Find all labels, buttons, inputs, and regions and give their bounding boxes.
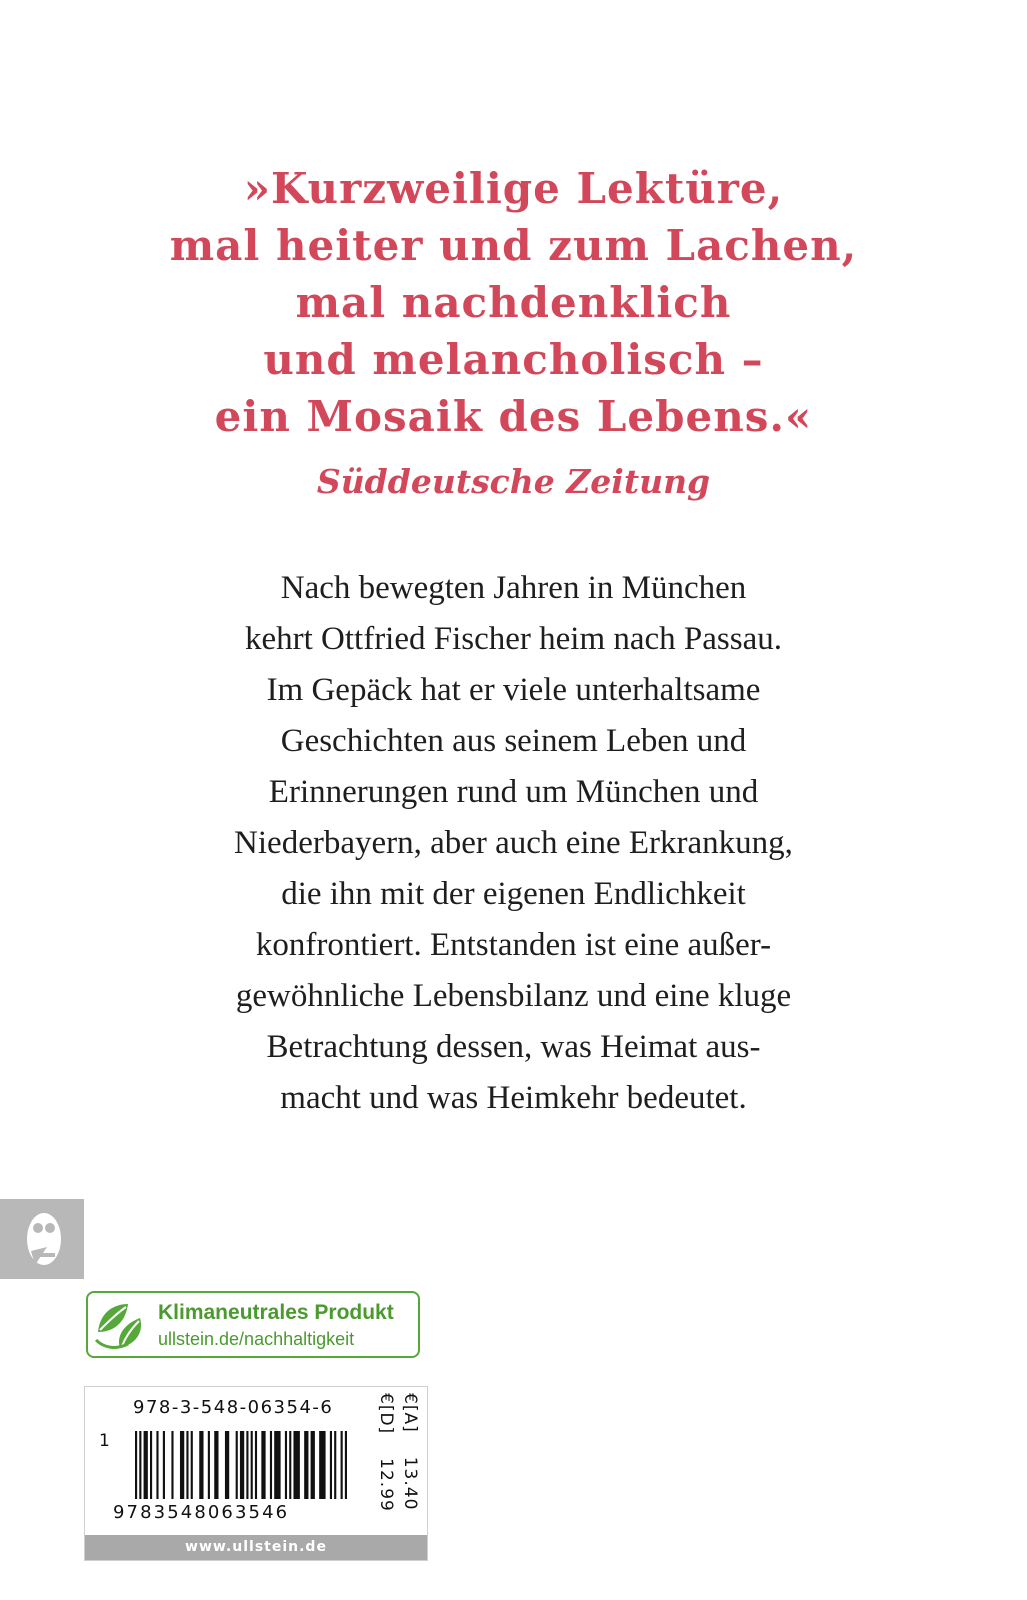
barcode-bar (186, 1431, 188, 1499)
barcode-bar (225, 1431, 229, 1499)
isbn-number: 978-3-548-06354-6 (133, 1397, 334, 1418)
price-austria-label: €[A] (400, 1393, 420, 1433)
barcode-bar (208, 1431, 210, 1499)
barcode-bar (199, 1431, 203, 1499)
barcode-bar (156, 1431, 158, 1499)
quote-line: »Kurzweilige Lektüre, (243, 164, 784, 213)
barcode-bar (270, 1431, 272, 1499)
quote-line: ein Mosaik des Lebens.« (214, 392, 813, 441)
barcode-prefix: 1 (99, 1431, 110, 1451)
eco-badge-url: ullstein.de/nachhaltigkeit (158, 1329, 355, 1349)
ean-number: 9783548063546 (113, 1502, 290, 1523)
barcode-bar (274, 1431, 280, 1499)
barcode-bar (345, 1431, 347, 1499)
blurb-line: Niederbayern, aber auch eine Erkrankung, (234, 825, 793, 861)
barcode-bar (236, 1431, 238, 1499)
ullstein-owl-icon (0, 1199, 84, 1279)
price-block (364, 1393, 424, 1535)
barcode-bar (330, 1431, 332, 1499)
barcode-bar (150, 1431, 152, 1499)
barcode-bar (144, 1431, 148, 1499)
blurb-line: Erinnerungen rund um München und (268, 774, 759, 810)
publisher-logo (0, 1199, 84, 1279)
review-quote (0, 160, 1027, 445)
price-germany-label: €[D] (376, 1393, 396, 1435)
price-austria (400, 1393, 420, 1510)
barcode-bar (255, 1431, 257, 1499)
price-germany (376, 1393, 396, 1512)
climate-neutral-badge (86, 1291, 420, 1358)
blurb-line: macht und was Heimkehr bedeutet. (280, 1080, 747, 1116)
barcode-bar (311, 1431, 315, 1499)
barcode-bar (304, 1431, 308, 1499)
barcode-bar (135, 1431, 137, 1499)
blurb-line: Betrachtung dessen, was Heimat aus- (266, 1029, 761, 1065)
barcode-bar (191, 1431, 193, 1499)
barcode-bar (289, 1431, 291, 1499)
price-germany-value: 12.99 (376, 1458, 396, 1512)
barcode-bars (133, 1431, 349, 1499)
barcode-bar (214, 1431, 218, 1499)
barcode-bar (246, 1431, 248, 1499)
blurb-line: die ihn mit der eigenen Endlichkeit (281, 876, 746, 912)
quote-source: Süddeutsche Zeitung (316, 462, 711, 501)
blurb-line: Geschichten aus seinem Leben und (280, 723, 747, 759)
barcode-bar (261, 1431, 265, 1499)
price-austria-value: 13.40 (400, 1456, 420, 1511)
blurb-line: Nach bewegten Jahren in München (280, 570, 747, 606)
eco-badge-title: Klimaneutrales Produkt (158, 1301, 394, 1324)
blurb-line: kehrt Ottfried Fischer heim nach Passau. (244, 621, 783, 657)
barcode-bar (171, 1431, 173, 1499)
quote-line: mal heiter und zum Lachen, (169, 221, 858, 270)
blurb-line: konfrontiert. Entstanden ist eine außer- (255, 927, 772, 963)
barcode-bar (293, 1431, 299, 1499)
book-blurb (0, 563, 1027, 1124)
leaf-icon (94, 1300, 150, 1352)
quote-line: und melancholisch – (263, 335, 764, 384)
quote-line: mal nachdenklich (295, 278, 732, 327)
barcode-block (84, 1386, 428, 1561)
barcode-bar (240, 1431, 244, 1499)
publisher-website[interactable]: www.ullstein.de (85, 1535, 427, 1560)
barcode-bar (180, 1431, 184, 1499)
barcode-bar (334, 1431, 336, 1499)
blurb-line: Im Gepäck hat er viele unterhaltsame (266, 672, 761, 708)
barcode-bar (251, 1431, 253, 1499)
barcode-bar (139, 1431, 141, 1499)
barcode-bar (341, 1431, 343, 1499)
barcode-bar (163, 1431, 165, 1499)
barcode-bar (319, 1431, 325, 1499)
barcode-bar (285, 1431, 287, 1499)
blurb-line: gewöhnliche Lebensbilanz und eine kluge (235, 978, 792, 1014)
